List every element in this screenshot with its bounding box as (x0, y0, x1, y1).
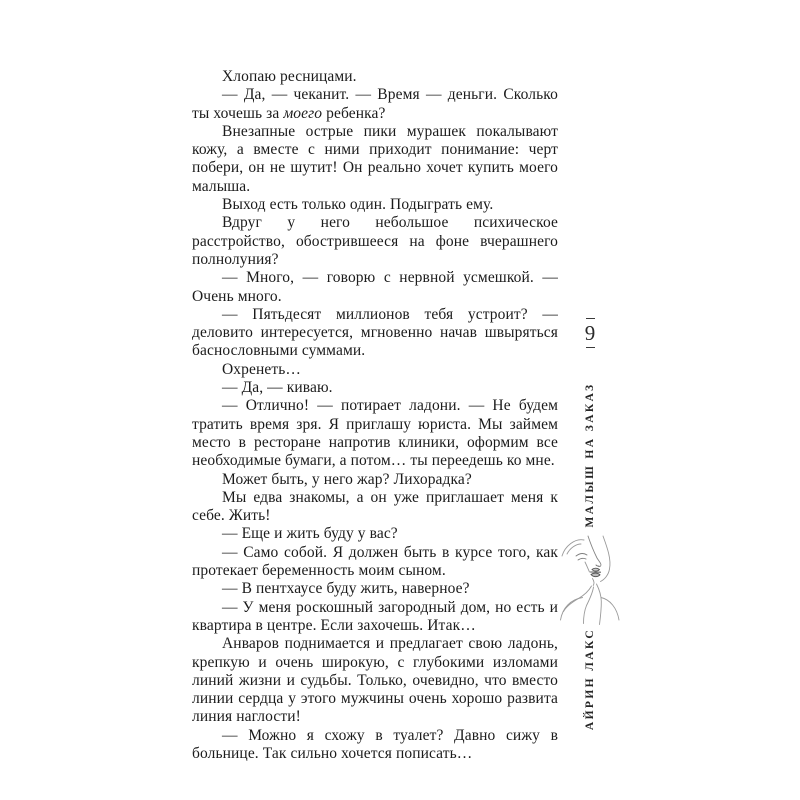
paragraph (192, 544, 558, 581)
text-run: Анваров поднимается и предлагает свою ладонь, крепкую и очень широкую, с глубокими изломами линий жизни и судьбы. Только, очевидно, что вместо линии сердца у этого мужчины очень хорошо развита линия наглости! (192, 635, 558, 726)
paragraph (192, 379, 558, 397)
text-run: — У меня роскошный загородный дом, но есть и квартира в центре. Если захочешь. Итак… (192, 598, 558, 634)
paragraph (192, 361, 558, 379)
page-text (192, 68, 558, 763)
book-title-vertical: МАЛЫШ НА ЗАКАЗ (584, 382, 596, 528)
text-run: Вдруг у него небольшое психическое расстройство, обострившееся на фоне вчерашнего полнолуния? (192, 214, 558, 268)
text-run: Хлопаю ресницами. (222, 68, 357, 85)
text-run: — Еще и жить буду у вас? (222, 525, 398, 543)
text-run: Охренеть… (222, 360, 301, 378)
author-name-vertical: АЙРИН ЛАКС (584, 627, 596, 731)
paragraph (192, 580, 558, 598)
text-run: ребенка? (322, 104, 386, 122)
page-number-marker (578, 318, 602, 348)
paragraph (192, 635, 558, 726)
text-run: — Само собой. Я должен быть в курсе того, как протекает беременность моим сыном. (192, 543, 558, 580)
paragraph (192, 123, 558, 196)
paragraph (192, 599, 558, 636)
paragraph (192, 727, 558, 764)
page-number: 9 (584, 321, 596, 345)
paragraph (192, 525, 558, 543)
paragraph (192, 471, 558, 489)
paragraph (192, 269, 558, 306)
text-run: Может быть, у него жар? Лихорадка? (222, 470, 472, 488)
text-run: — Да, — киваю. (222, 379, 333, 397)
text-run: Мы едва знакомы, а он уже приглашает меня к себе. Жить! (192, 488, 558, 525)
page-number-rule-bottom (586, 347, 595, 348)
italic-text-run: моего (283, 104, 323, 122)
text-run: — В пентхаусе буду жить, наверное? (222, 580, 470, 598)
paragraph (192, 196, 558, 214)
paragraph (192, 214, 558, 269)
text-run: — Можно я схожу в туалет? Давно сижу в больнице. Так сильно хочется пописать… (192, 726, 558, 762)
paragraph (192, 86, 558, 123)
text-run: — Пятьдесят миллионов тебя устроит? — деловито интересуется, мгновенно начав швыряться баснословными суммами. (192, 305, 558, 360)
text-run: — Отлично! — потирает ладони. — Не будем тратить время зря. Я приглашу юриста. Мы займем место в ресторане напротив клиники, оформим все необходимые бумаги, а потом… ты переедешь ко мне. (192, 397, 558, 470)
text-run: Внезапные острые пики мурашек покалывают кожу, а вместе с ними приходит понимание: черт побери, он не шутит! Он реально хочет купить моего малыша. (192, 122, 558, 195)
text-run: — Да, — чеканит. — Время — деньги. Сколько ты хочешь за (192, 86, 558, 122)
paragraph (192, 306, 558, 361)
paragraph (192, 489, 558, 526)
page-number-rule-top (586, 318, 595, 319)
paragraph (192, 397, 558, 470)
text-run: Выход есть только один. Подыграть ему. (222, 196, 494, 214)
text-run: — Много, — говорю с нервной усмешкой. — Очень много. (192, 269, 558, 305)
paragraph (192, 68, 558, 86)
